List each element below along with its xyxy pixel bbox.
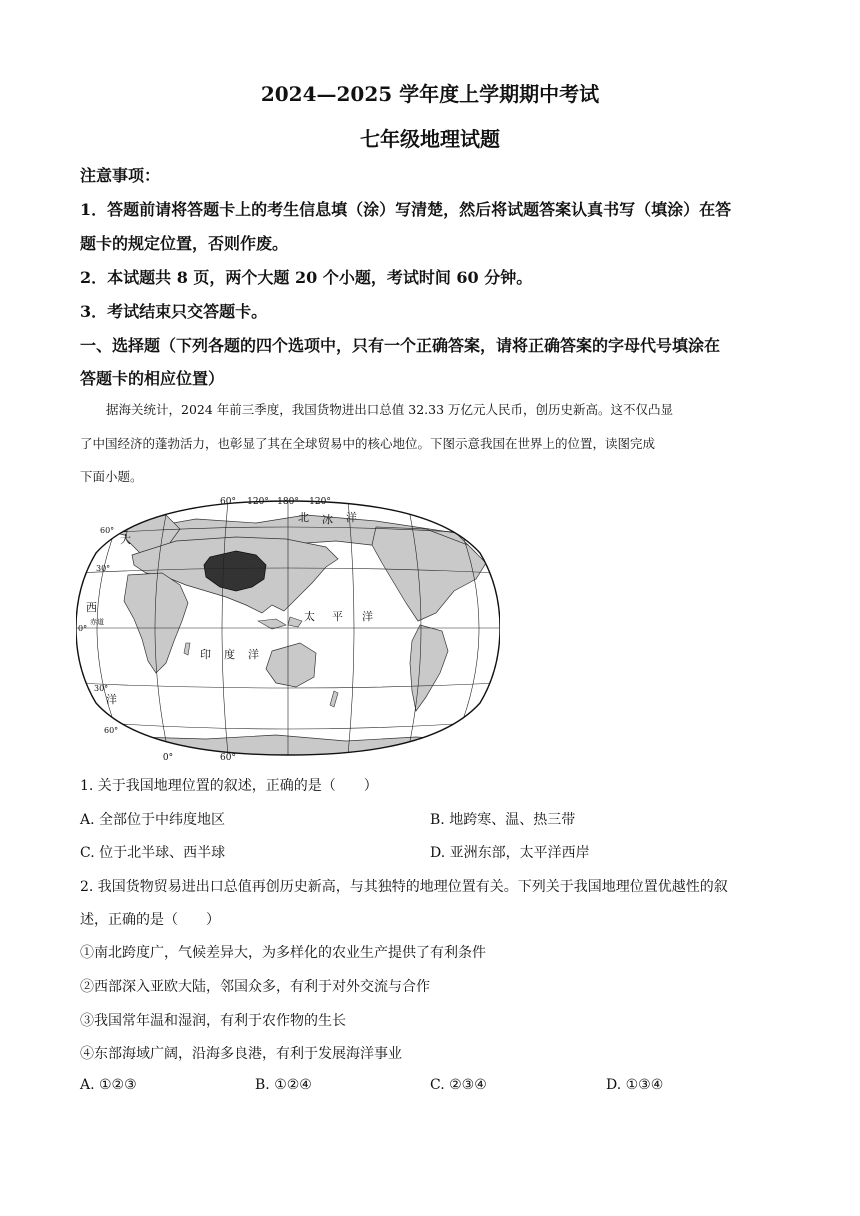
ocean-label-pacific-3: 洋 xyxy=(362,610,373,623)
lon-label-top-60: 60° xyxy=(220,497,236,507)
q1-stem: 1. 关于我国地理位置的叙述，正确的是（ ） xyxy=(80,778,378,794)
lon-label-bottom-0: 0° xyxy=(162,753,174,763)
q1-option-b: B. 地跨寒、温、热三带 xyxy=(430,812,576,828)
ocean-label-indian-2: 度 xyxy=(224,648,235,661)
exam-title: 2024—2025 学年度上学期期中考试 xyxy=(260,82,600,106)
lon-label-top-120w: 120° xyxy=(309,497,331,507)
q1-option-d: D. 亚洲东部，太平洋西岸 xyxy=(430,845,590,861)
passage-line-3: 下面小题。 xyxy=(80,469,143,484)
lat-label-60s: 60° xyxy=(104,726,119,735)
ocean-label-atlantic-2: 西 xyxy=(86,601,97,614)
q1-option-c: C. 位于北半球、西半球 xyxy=(80,845,226,861)
q2-statement-3: ③我国常年温和湿润，有利于农作物的生长 xyxy=(80,1013,346,1029)
notice-item-2: 2．本试题共 8 页，两个大题 20 个小题，考试时间 60 分钟。 xyxy=(80,268,533,287)
q2-stem-line-1: 2. 我国货物贸易进出口总值再创历史新高，与其独特的地理位置有关。下列关于我国地理位置优越性的叙 xyxy=(80,879,728,895)
lon-label-bottom-60: 60° xyxy=(220,753,236,763)
q2-option-d: D. ①③④ xyxy=(606,1077,664,1093)
ocean-label-arctic-3: 洋 xyxy=(346,511,357,524)
ocean-label-atlantic-1: 大 xyxy=(120,533,131,546)
passage-line-2: 了中国经济的蓬勃活力，也彰显了其在全球贸易中的核心地位。下图示意我国在世界上的位置，读图完成 xyxy=(80,436,656,451)
ocean-label-arctic-1: 北 xyxy=(298,511,309,524)
lon-label-top-120: 120° xyxy=(247,497,269,507)
notice-item-1-line-1: 1．答题前请将答题卡上的考生信息填（涂）写清楚，然后将试题答案认真书写（填涂）在答 xyxy=(80,200,732,219)
world-map xyxy=(76,493,500,763)
equator-label: 赤道 xyxy=(90,618,104,626)
q2-statement-1: ①南北跨度广，气候差异大，为多样化的农业生产提供了有利条件 xyxy=(80,945,486,961)
q1-option-a: A. 全部位于中纬度地区 xyxy=(80,812,226,828)
lat-label-30n: 30° xyxy=(96,564,111,573)
section-heading-line-1: 一、选择题（下列各题的四个选项中，只有一个正确答案，请将正确答案的字母代号填涂在 xyxy=(80,336,721,355)
q2-statement-2: ②西部深入亚欧大陆，邻国众多，有利于对外交流与合作 xyxy=(80,979,430,995)
q2-option-b: B. ①②④ xyxy=(255,1077,312,1093)
notice-item-3: 3．考试结束只交答题卡。 xyxy=(80,302,268,321)
lon-label-top-180: 180° xyxy=(277,497,299,507)
q2-option-a: A. ①②③ xyxy=(80,1077,137,1093)
notice-item-1-line-2: 题卡的规定位置，否则作废。 xyxy=(80,234,289,253)
lat-label-30s: 30° xyxy=(94,684,109,693)
ocean-label-indian-3: 洋 xyxy=(248,648,259,661)
lat-label-0: 0° xyxy=(78,624,88,633)
ocean-label-arctic-2: 冰 xyxy=(322,513,333,526)
section-heading-line-2: 答题卡的相应位置） xyxy=(80,369,225,388)
lat-label-60n: 60° xyxy=(100,526,115,535)
q2-option-c: C. ②③④ xyxy=(430,1077,487,1093)
ocean-label-pacific-1: 太 xyxy=(304,610,315,623)
notice-heading: 注意事项： xyxy=(80,166,161,185)
q2-statement-4: ④东部海域广阔，沿海多良港，有利于发展海洋事业 xyxy=(80,1046,402,1062)
q2-stem-line-2: 述，正确的是（ ） xyxy=(80,912,220,928)
ocean-label-pacific-2: 平 xyxy=(332,610,343,623)
ocean-label-atlantic-3: 洋 xyxy=(106,693,117,706)
exam-subtitle: 七年级地理试题 xyxy=(360,127,500,151)
passage-line-1: 据海关统计，2024 年前三季度，我国货物进出口总值 32.33 万亿元人民币，创历史新高。这不仅凸显 xyxy=(106,402,674,417)
ocean-label-indian-1: 印 xyxy=(200,648,211,661)
